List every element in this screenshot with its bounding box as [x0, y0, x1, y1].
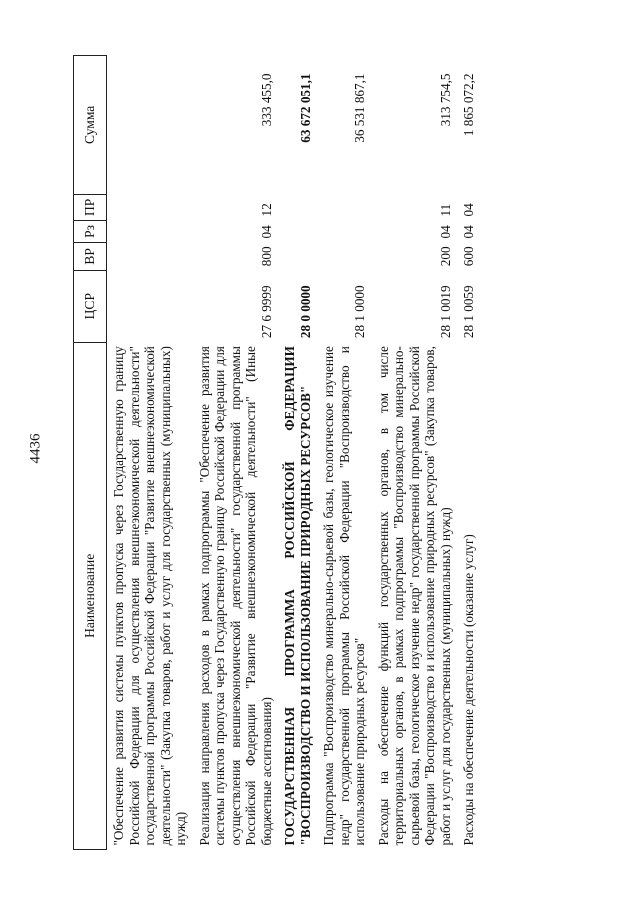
row-csr: 28 1 0000 [352, 285, 367, 339]
row-vr [107, 242, 193, 270]
row-csr: 28 0 0000 [297, 285, 313, 339]
row-name: Расходы на обеспечение деятельности (оказание услуг) [461, 534, 476, 846]
header-sum: Сумма [74, 56, 107, 195]
row-sum: 1 865 072,2 [461, 73, 476, 137]
row-vr: 800 [258, 246, 274, 267]
table-header-row [74, 56, 107, 850]
row-rz: 04 [437, 225, 453, 239]
row-csr: 28 1 0059 [461, 285, 476, 339]
row-rz [107, 220, 193, 242]
row-vr [278, 242, 317, 270]
table-row [317, 56, 372, 850]
row-pr: 11 [437, 203, 453, 217]
table-row [107, 56, 193, 850]
row-csr [107, 270, 193, 342]
row-csr: 27 6 9999 [258, 285, 274, 339]
row-csr: 28 1 0019 [437, 285, 453, 339]
row-vr [317, 242, 372, 270]
header-pr: ПР [74, 194, 107, 220]
header-name: Наименование [74, 342, 107, 849]
row-vr: 200 [437, 246, 453, 267]
page-number: 4436 [27, 433, 44, 464]
row-pr: 04 [461, 203, 476, 217]
table-row [193, 56, 279, 850]
row-sum: 333 455,0 [258, 73, 274, 127]
row-sum [107, 56, 193, 195]
row-sum: 63 672 051,1 [297, 73, 313, 143]
row-pr [317, 194, 372, 220]
row-rz: 04 [461, 225, 476, 239]
header-rz: Рз [74, 220, 107, 242]
row-rz: 04 [258, 225, 274, 239]
table-row [372, 56, 458, 850]
budget-table-container [73, 55, 613, 850]
row-rz [317, 220, 372, 242]
table-row [457, 56, 481, 850]
row-name: ГОСУДАРСТВЕННАЯ ПРОГРАММА РОССИЙСКОЙ ФЕДЕРАЦИИ "ВОСПРОИЗВОДСТВО И ИСПОЛЬЗОВАНИЕ ПРИРОДНЫХ РЕСУРСОВ" [282, 346, 313, 846]
table-row [278, 56, 317, 850]
row-name: "Обеспечение развития системы пунктов пропуска через Государственную границу Российской Федерации для осуществления внешнеэкономической деятельности" государственной программы Российской Федерации "Развитие внешнеэкономической деятельности" (Закупка товаров, работ и услуг для государственных (муниципальных) нужд) [111, 346, 188, 846]
row-pr [107, 194, 193, 220]
row-pr: 12 [258, 203, 274, 217]
row-rz [278, 220, 317, 242]
row-name: Реализация направления расходов в рамках подпрограммы "Обеспечение развития системы пунктов пропуска через Государственную границу Российской Федерации для осуществления внешнеэкономической деятельности" государственной программы Российской Федерации "Развитие внешнеэкономической деятельности" (Иные бюджетные ассигнования) [196, 346, 274, 846]
header-csr: ЦСР [74, 270, 107, 342]
budget-table [73, 55, 481, 850]
row-sum: 36 531 867,1 [352, 73, 367, 143]
row-name: Подпрограмма "Воспроизводство минерально-сырьевой базы, геологическое изучение недр" государственной программы Российской Федерации "Воспроизводство и использование природных ресурсов" [321, 346, 367, 846]
row-sum: 313 754,5 [437, 73, 453, 127]
row-vr: 600 [461, 246, 476, 267]
row-name: Расходы на обеспечение функций государственных органов, в том числе территориальных органов, в рамках подпрограммы "Воспроизводство минерально-сырьевой базы, геологическое изучение недр" государственной программы Российской Федерации "Воспроизводство и использование природных ресурсов" (Закупка товаров, работ и услуг для государственных (муниципальных) нужд) [375, 346, 453, 846]
header-vr: ВР [74, 242, 107, 270]
row-pr [278, 194, 317, 220]
